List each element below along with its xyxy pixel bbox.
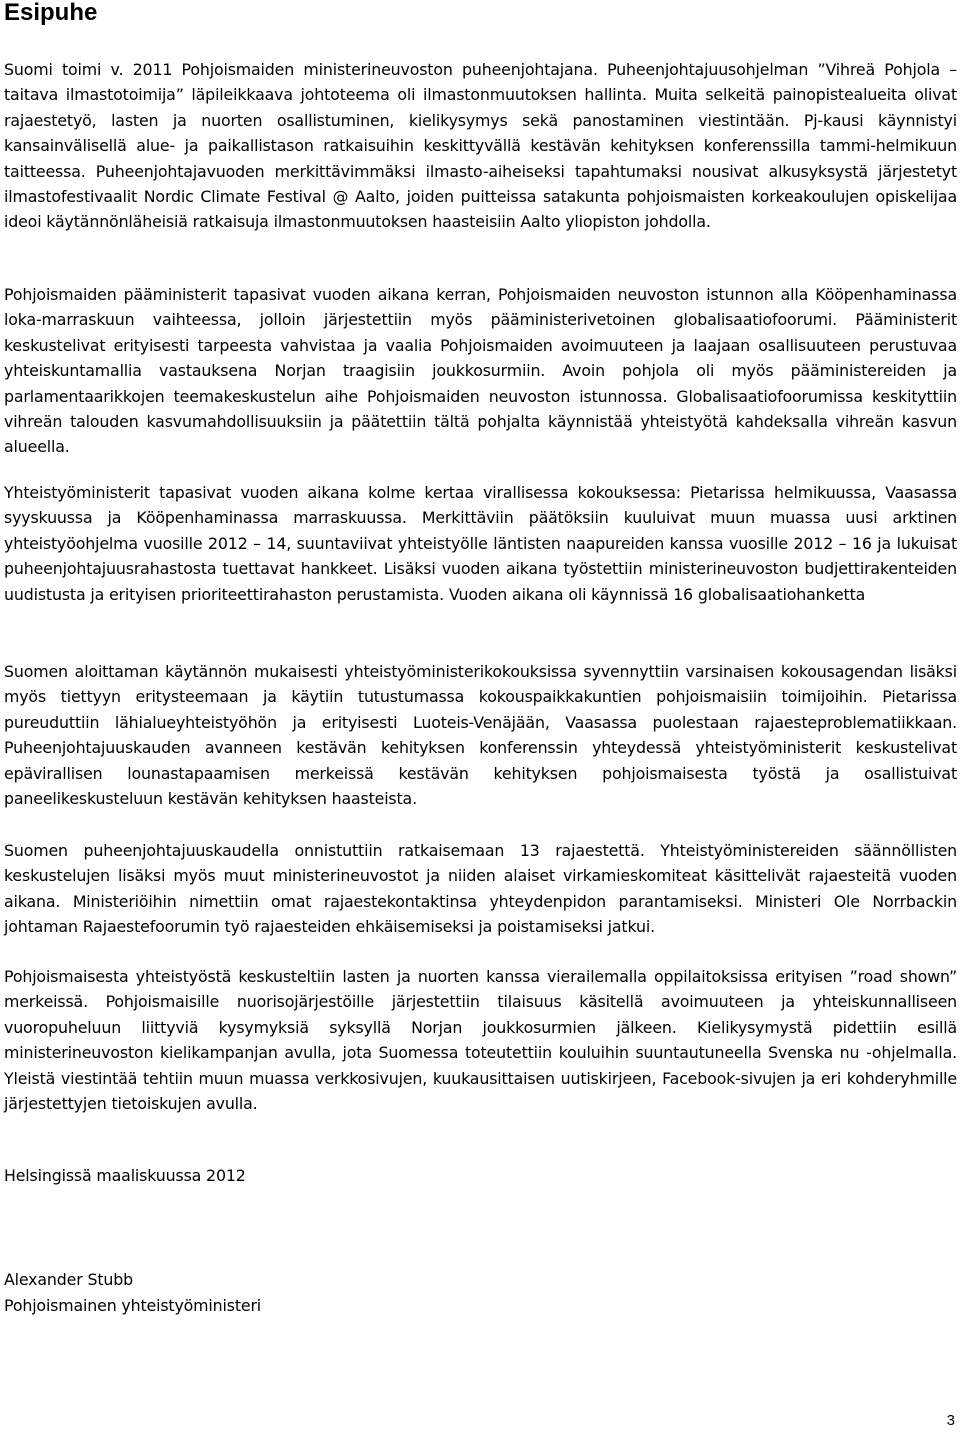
paragraph-6 <box>4 964 957 1116</box>
paragraph-3 <box>4 480 957 607</box>
page-number: 3 <box>946 1412 955 1429</box>
paragraph-5 <box>4 838 957 940</box>
page-title: Esipuhe <box>4 0 98 26</box>
paragraph-4 <box>4 659 957 811</box>
paragraph-text: Suomen aloittaman käytännön mukaisesti yhteistyöministerikokouksissa syvennyttiin varsinaisen kokousagendan lisäksi myös tiettyyn eritysteemaan ja käytiin tutustumassa kokouspaikkakuntien pohjoismaisiin toimijoihin. Pietarissa pureuduttiin lähialueyhteistyöhön ja erityisesti Luoteis-Venäjään, Vaasassa puolestaan rajaesteproblematiikkaan. Puheenjohtajuuskauden avanneen kestävän kehityksen konferenssin yhteydessä yhteistyöministerit keskustelivat epävirallisen lounastapaamisen merkeissä kestävän kehityksen pohjoismaisesta työstä ja osallistuivat paneelikeskusteluun kestävän kehityksen haasteista. <box>4 662 957 809</box>
paragraph-1 <box>4 57 957 235</box>
paragraph-text: Pohjoismaiden pääministerit tapasivat vuoden aikana kerran, Pohjoismaiden neuvoston istunnon alla Kööpenhaminassa loka-marraskuun vaihteessa, jolloin järjestettiin myös pääministerivetoinen globalisaatiofoorumi. Pääministerit keskustelivat erityisesti tarpeesta vahvistaa ja vaalia Pohjoismaiden avoimuuteen ja laajaan osallisuuteen perustuvaa yhteiskuntamallia vastauksena Norjan traagisiin joukkosurmiin. Avoin pohjola oli myös pääministereiden ja parlamentaarikkojen teemakeskustelun aihe Pohjoismaiden neuvoston istunnossa. Globalisaatiofoorumissa keskityttiin vihreän talouden kasvumahdollisuuksiin ja päätettiin tältä pohjalta käynnistää yhteistyötä kahdeksalla vihreän kasvun alueella. <box>4 285 957 457</box>
paragraph-text: Yhteistyöministerit tapasivat vuoden aikana kolme kertaa virallisessa kokouksessa: Pietarissa helmikuussa, Vaasassa syyskuussa ja Kööpenhaminassa marraskuussa. Merkittäviin päätöksiin kuuluivat muun muassa uusi arktinen yhteistyöohjelma vuosille 2012 – 14, suuntaviivat yhteistyölle läntisten naapureiden kanssa vuosille 2012 – 16 ja lukuisat puheenjohtajuusrahastosta tuettavat hankkeet. Lisäksi vuoden aikana työstettiin ministerineuvoston budjettirakenteiden uudistusta ja erityisen prioriteettirahaston perustamista. Vuoden aikana oli käynnissä 16 globalisaatiohanketta <box>4 483 957 604</box>
place-and-date: Helsingissä maaliskuussa 2012 <box>4 1166 246 1185</box>
paragraph-text: Suomi toimi v. 2011 Pohjoismaiden ministerineuvoston puheenjohtajana. Puheenjohtajuusohjelman ”Vihreä Pohjola – taitava ilmastotoimija” läpileikkaava johtoteema oli ilmastonmuutoksen hallinta. Muita selkeitä painopistealueita olivat rajaestetyö, lasten ja nuorten osallistuminen, kielikysymys sekä panostaminen viestintään. Pj-kausi käynnistyi kansainvälisellä alue- ja paikallistason ratkaisuihin keskittyvällä kestävän kehityksen konferenssilla tammi-helmikuun taitteessa. Puheenjohtajavuoden merkittävimmäksi ilmasto-aiheiseksi tapahtumaksi nousivat alkusyksystä järjestetyt ilmastofestivaalit Nordic Climate Festival @ Aalto, joiden puitteissa satakunta pohjoismaisten korkeakoulujen opiskelijaa ideoi käytännönläheisiä ratkaisuja ilmastonmuutoksen haasteisiin Aalto yliopiston johdolla. <box>4 60 957 232</box>
paragraph-text: Suomen puheenjohtajuuskaudella onnistuttiin ratkaisemaan 13 rajaestettä. Yhteistyöministereiden säännöllisten keskustelujen lisäksi myös muut ministerineuvostot ja niiden alaiset virkamieskomiteat käsittelivät rajaesteitä vuoden aikana. Ministeriöihin nimettiin omat rajaestekontaktinsa yhteydenpidon parantamiseksi. Ministeri Ole Norrbackin johtaman Rajaestefoorumin työ rajaesteiden ehkäisemiseksi ja poistamiseksi jatkui. <box>4 841 957 937</box>
paragraph-text: Pohjoismaisesta yhteistyöstä keskusteltiin lasten ja nuorten kanssa vierailemalla oppilaitoksissa erityisen ”road shown” merkeissä. Pohjoismaisille nuorisojärjestöille järjestettiin tilaisuus käsitellä avoimuuteen ja yhteiskunnalliseen vuoropuheluun liittyviä kysymyksiä syksyllä Norjan joukkosurmien jälkeen. Kielikysymystä pidettiin esillä ministerineuvoston kielikampanjan avulla, jota Suomessa toteutettiin kouluihin suuntautuneella Svenska nu -ohjelmalla. Yleistä viestintää tehtiin muun muassa verkkosivujen, kuukausittaisen uutiskirjeen, Facebook-sivujen ja eri kohderyhmille järjestettyjen tietoiskujen avulla. <box>4 967 957 1114</box>
signatory-title: Pohjoismainen yhteistyöministeri <box>4 1296 262 1315</box>
signatory-name: Alexander Stubb <box>4 1270 133 1289</box>
paragraph-2 <box>4 282 957 460</box>
